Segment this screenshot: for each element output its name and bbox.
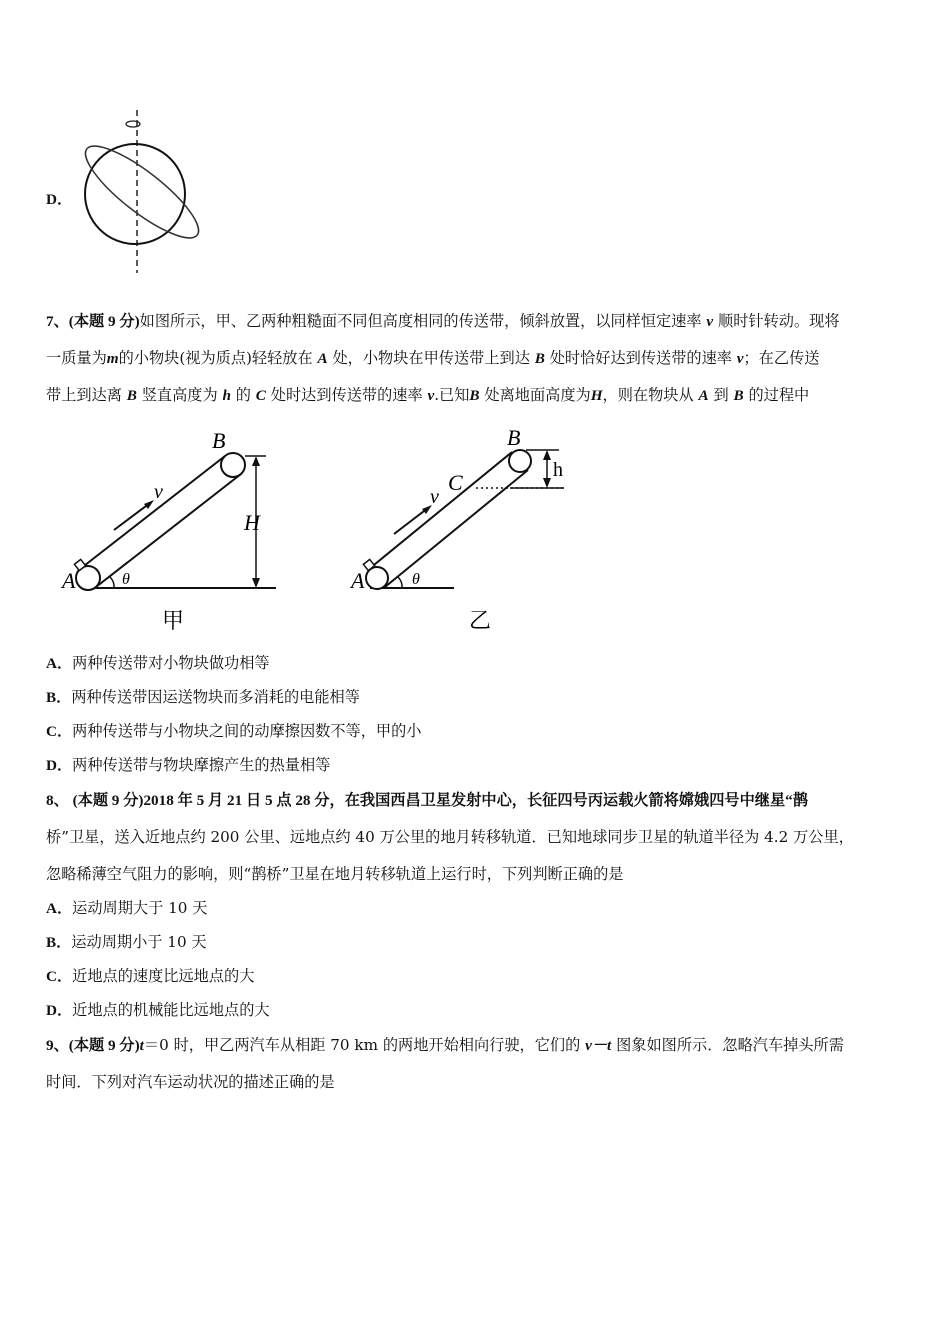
q8-line2: 桥”卫星，送入近地点约 200 公里、远地点约 40 万公里的地月转移轨道．已知地球同步卫星的轨道半径为 4.2 万公里， bbox=[46, 828, 854, 846]
belt-upper bbox=[369, 452, 512, 569]
angle-arc bbox=[110, 577, 114, 588]
belt-lower bbox=[96, 474, 241, 587]
q8-option-c: C．近地点的速度比远地点的大 bbox=[46, 967, 255, 985]
conveyor-yi bbox=[349, 425, 564, 633]
q7-option-c: C．两种传送带与小物块之间的动摩擦因数不等，甲的小 bbox=[46, 722, 422, 740]
q7-option-a: A．两种传送带对小物块做功相等 bbox=[46, 654, 270, 672]
label-H: H bbox=[244, 510, 260, 535]
label-B: B bbox=[507, 425, 521, 450]
label-theta: θ bbox=[412, 571, 420, 588]
arrowhead-icon bbox=[144, 500, 154, 509]
label-B: B bbox=[212, 428, 226, 453]
q8-option-a: A．运动周期大于 10 天 bbox=[46, 899, 208, 917]
arrowhead-down-icon bbox=[543, 478, 551, 488]
q7-option-b: B．两种传送带因运送物块而多消耗的电能相等 bbox=[46, 688, 360, 706]
arrowhead-up-icon bbox=[252, 456, 260, 466]
rotation-arrow-icon bbox=[126, 121, 140, 127]
velocity-arrow bbox=[114, 503, 150, 530]
q8-line1: 8、 (本题 9 分)2018 年 5 月 21 日 5 点 28 分，在我国西昌卫星发射中心，长征四号丙运载火箭将嫦娥四号中继星“鹊 bbox=[46, 792, 808, 809]
angle-arc bbox=[398, 577, 402, 588]
q8-option-b: B．运动周期小于 10 天 bbox=[46, 933, 207, 951]
q6-option-d-figure bbox=[70, 108, 210, 278]
caption-jia: 甲 bbox=[162, 608, 185, 633]
orbit-ellipse bbox=[75, 133, 210, 251]
q8-option-d: D．近地点的机械能比远地点的大 bbox=[46, 1001, 270, 1019]
label-h: h bbox=[553, 459, 563, 481]
arrowhead-up-icon bbox=[543, 450, 551, 460]
velocity-arrow bbox=[394, 508, 428, 534]
label-v: v bbox=[154, 481, 163, 503]
q7-line2: 一质量为m的小物块(视为质点)轻轻放在 A 处，小物块在甲传送带上到达 B 处时恰好达到传送带的速率 v；在乙传送 bbox=[46, 349, 820, 367]
q7-option-d: D．两种传送带与物块摩擦产生的热量相等 bbox=[46, 756, 331, 774]
q9-line1: 9、(本题 9 分)t＝0 时，甲乙两汽车从相距 70 km 的两地开始相向行驶，它们的 v－t 图象如图所示．忽略汽车掉头所需 bbox=[46, 1036, 844, 1054]
belt-upper bbox=[80, 456, 225, 569]
q7-line3: 带上到达离 B 竖直高度为 h 的 C 处时达到传送带的速率 v.已知B 处离地面高度为H，则在物块从 A 到 B 的过程中 bbox=[46, 386, 810, 404]
arrowhead-down-icon bbox=[252, 578, 260, 588]
q9-line2: 时间．下列对汽车运动状况的描述正确的是 bbox=[46, 1073, 335, 1091]
q7-line1: 7、(本题 9 分)如图所示，甲、乙两种粗糙面不同但高度相同的传送带，倾斜放置，以同样恒定速率 v 顺时针转动。现将 bbox=[46, 312, 840, 330]
label-theta: θ bbox=[122, 571, 130, 588]
label-A: A bbox=[62, 568, 76, 593]
conveyor-jia bbox=[60, 428, 276, 633]
q8-line3: 忽略稀薄空气阻力的影响，则“鹊桥”卫星在地月转移轨道上运行时，下列判断正确的是 bbox=[46, 865, 624, 883]
label-A: A bbox=[351, 568, 365, 593]
q6-option-d-label: D． bbox=[46, 191, 73, 208]
label-v: v bbox=[430, 486, 439, 508]
q7-conveyor-figure bbox=[44, 420, 594, 640]
pulley-top bbox=[509, 450, 531, 472]
label-C: C bbox=[448, 470, 463, 495]
planet-circle bbox=[85, 144, 185, 244]
caption-yi: 乙 bbox=[469, 608, 492, 633]
